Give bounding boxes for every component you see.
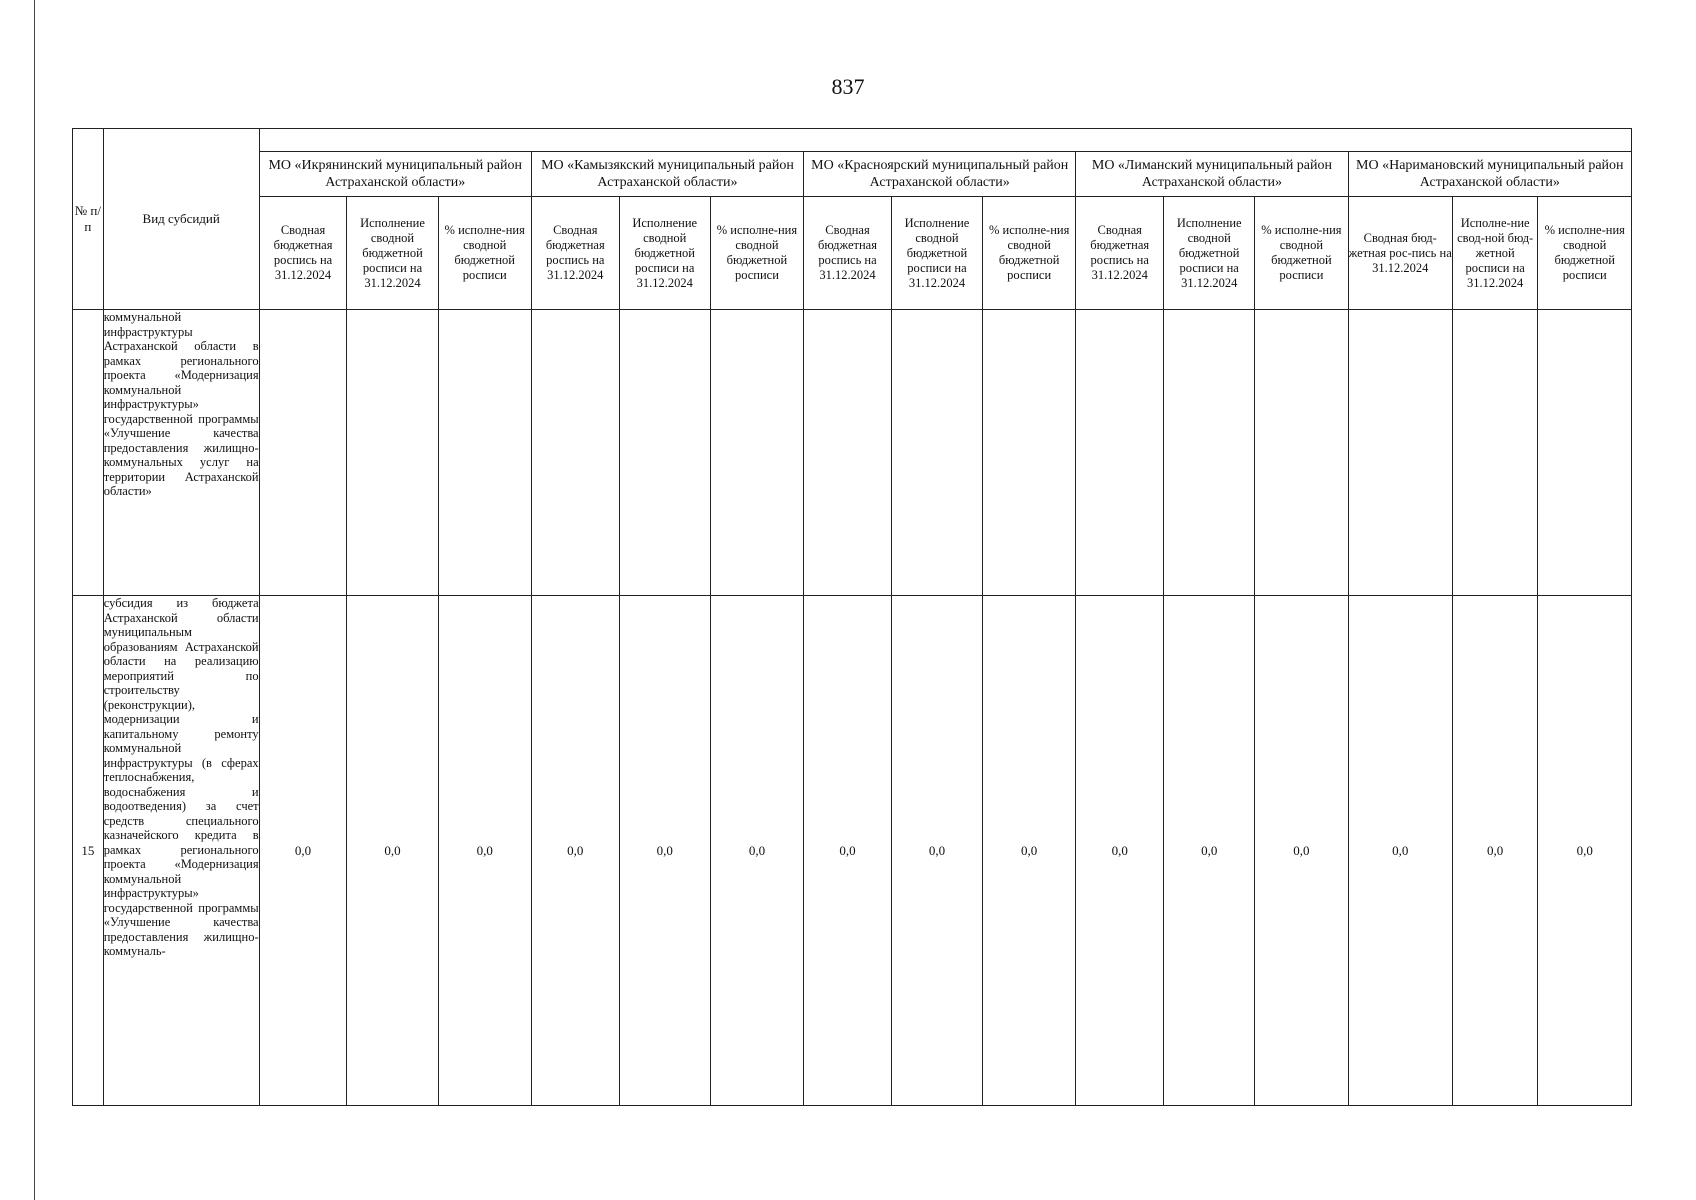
value-cell: 0,0 [259,596,347,1106]
subheader-budget: Сводная бюджетная роспись на 31.12.2024 [1076,197,1164,310]
subheader-execution: Исполнение сводной бюджетной росписи на 31.12.2024 [619,197,710,310]
col-type-header: Вид субсидий [103,129,259,310]
subheader-execution: Исполнение сводной бюджетной росписи на 31.12.2024 [1164,197,1255,310]
value-cell: 0,0 [531,596,619,1106]
value-cell [1538,310,1632,596]
region-header-kamyzyaksky: МО «Камызякский муниципальный район Астраханской области» [531,152,803,197]
value-cell: 0,0 [1538,596,1632,1106]
value-cell [983,310,1076,596]
value-cell: 0,0 [804,596,892,1106]
value-cell [1348,310,1452,596]
value-cell [438,310,531,596]
value-cell [891,310,982,596]
subsidy-table [72,128,1632,1106]
subheader-percent: % исполне-ния сводной бюджетной росписи [438,197,531,310]
page-number: 837 [831,74,865,99]
value-cell: 0,0 [1452,596,1538,1106]
value-cell: 0,0 [1348,596,1452,1106]
table-row [73,310,1632,596]
subheader-budget: Сводная бюджетная роспись на 31.12.2024 [804,197,892,310]
col-num-header: № п/п [73,129,104,310]
subheader-budget: Сводная бюджетная роспись на 31.12.2024 [259,197,347,310]
value-cell [1452,310,1538,596]
value-cell: 0,0 [347,596,438,1106]
subheader-execution: Исполнение сводной бюджетной росписи на 31.12.2024 [891,197,982,310]
value-cell: 0,0 [983,596,1076,1106]
value-cell: 0,0 [1076,596,1164,1106]
value-cell: 0,0 [1255,596,1348,1106]
subheader-execution: Исполнение сводной бюджетной росписи на 31.12.2024 [347,197,438,310]
value-cell [1164,310,1255,596]
value-cell: 0,0 [710,596,803,1106]
subheader-budget: Сводная бюджетная роспись на 31.12.2024 [531,197,619,310]
subheader-percent: % исполне-ния сводной бюджетной росписи [983,197,1076,310]
value-cell [619,310,710,596]
value-cell: 0,0 [619,596,710,1106]
value-cell [259,310,347,596]
region-header-krasnoyarsky: МО «Красноярский муниципальный район Астраханской области» [804,152,1076,197]
subheader-execution: Исполне-ние свод-ной бюд-жетной росписи на 31.12.2024 [1452,197,1538,310]
subheader-percent: % исполне-ния сводной бюджетной росписи [1255,197,1348,310]
value-cell: 0,0 [1164,596,1255,1106]
header-top-band [259,129,1631,152]
row-number: 15 [73,596,104,1106]
value-cell: 0,0 [891,596,982,1106]
value-cell [531,310,619,596]
value-cell [804,310,892,596]
value-cell [1076,310,1164,596]
value-cell [710,310,803,596]
value-cell: 0,0 [438,596,531,1106]
row-number [73,310,104,596]
page-margin-line [34,0,35,1200]
row-description: субсидия из бюджета Астраханской области муниципальным образованиям Астраханской области на реализацию мероприятий по строительству (реконструкции), модернизации и капитальному ремонту коммунальной инфраструктуры (в сферах теплоснабжения, водоснабжения и водоотведения) за счет средств специального казначейского кредита в рамках регионального проекта «Модернизация коммунальной инфраструктуры» государственной программы «Улучшение качества предоставления жилищно-коммуналь- [103,596,259,1106]
value-cell [1255,310,1348,596]
region-header-limansky: МО «Лиманский муниципальный район Астраханской области» [1076,152,1348,197]
subheader-budget: Сводная бюд-жетная рос-пись на 31.12.2024 [1348,197,1452,310]
region-header-ikryaninsky: МО «Икрянинский муниципальный район Астраханской области» [259,152,531,197]
row-description: коммунальной инфраструктуры Астраханской области в рамках регионального проекта «Модернизация коммунальной инфраструктуры» государственной программы «Улучшение качества предоставления жилищно-коммунальных услуг на территории Астраханской области» [103,310,259,596]
region-header-narimanovsky: МО «Наримановский муниципальный район Астраханской области» [1348,152,1631,197]
value-cell [347,310,438,596]
subheader-percent: % исполне-ния сводной бюджетной росписи [1538,197,1632,310]
table-row [73,596,1632,1106]
subheader-percent: % исполне-ния сводной бюджетной росписи [710,197,803,310]
